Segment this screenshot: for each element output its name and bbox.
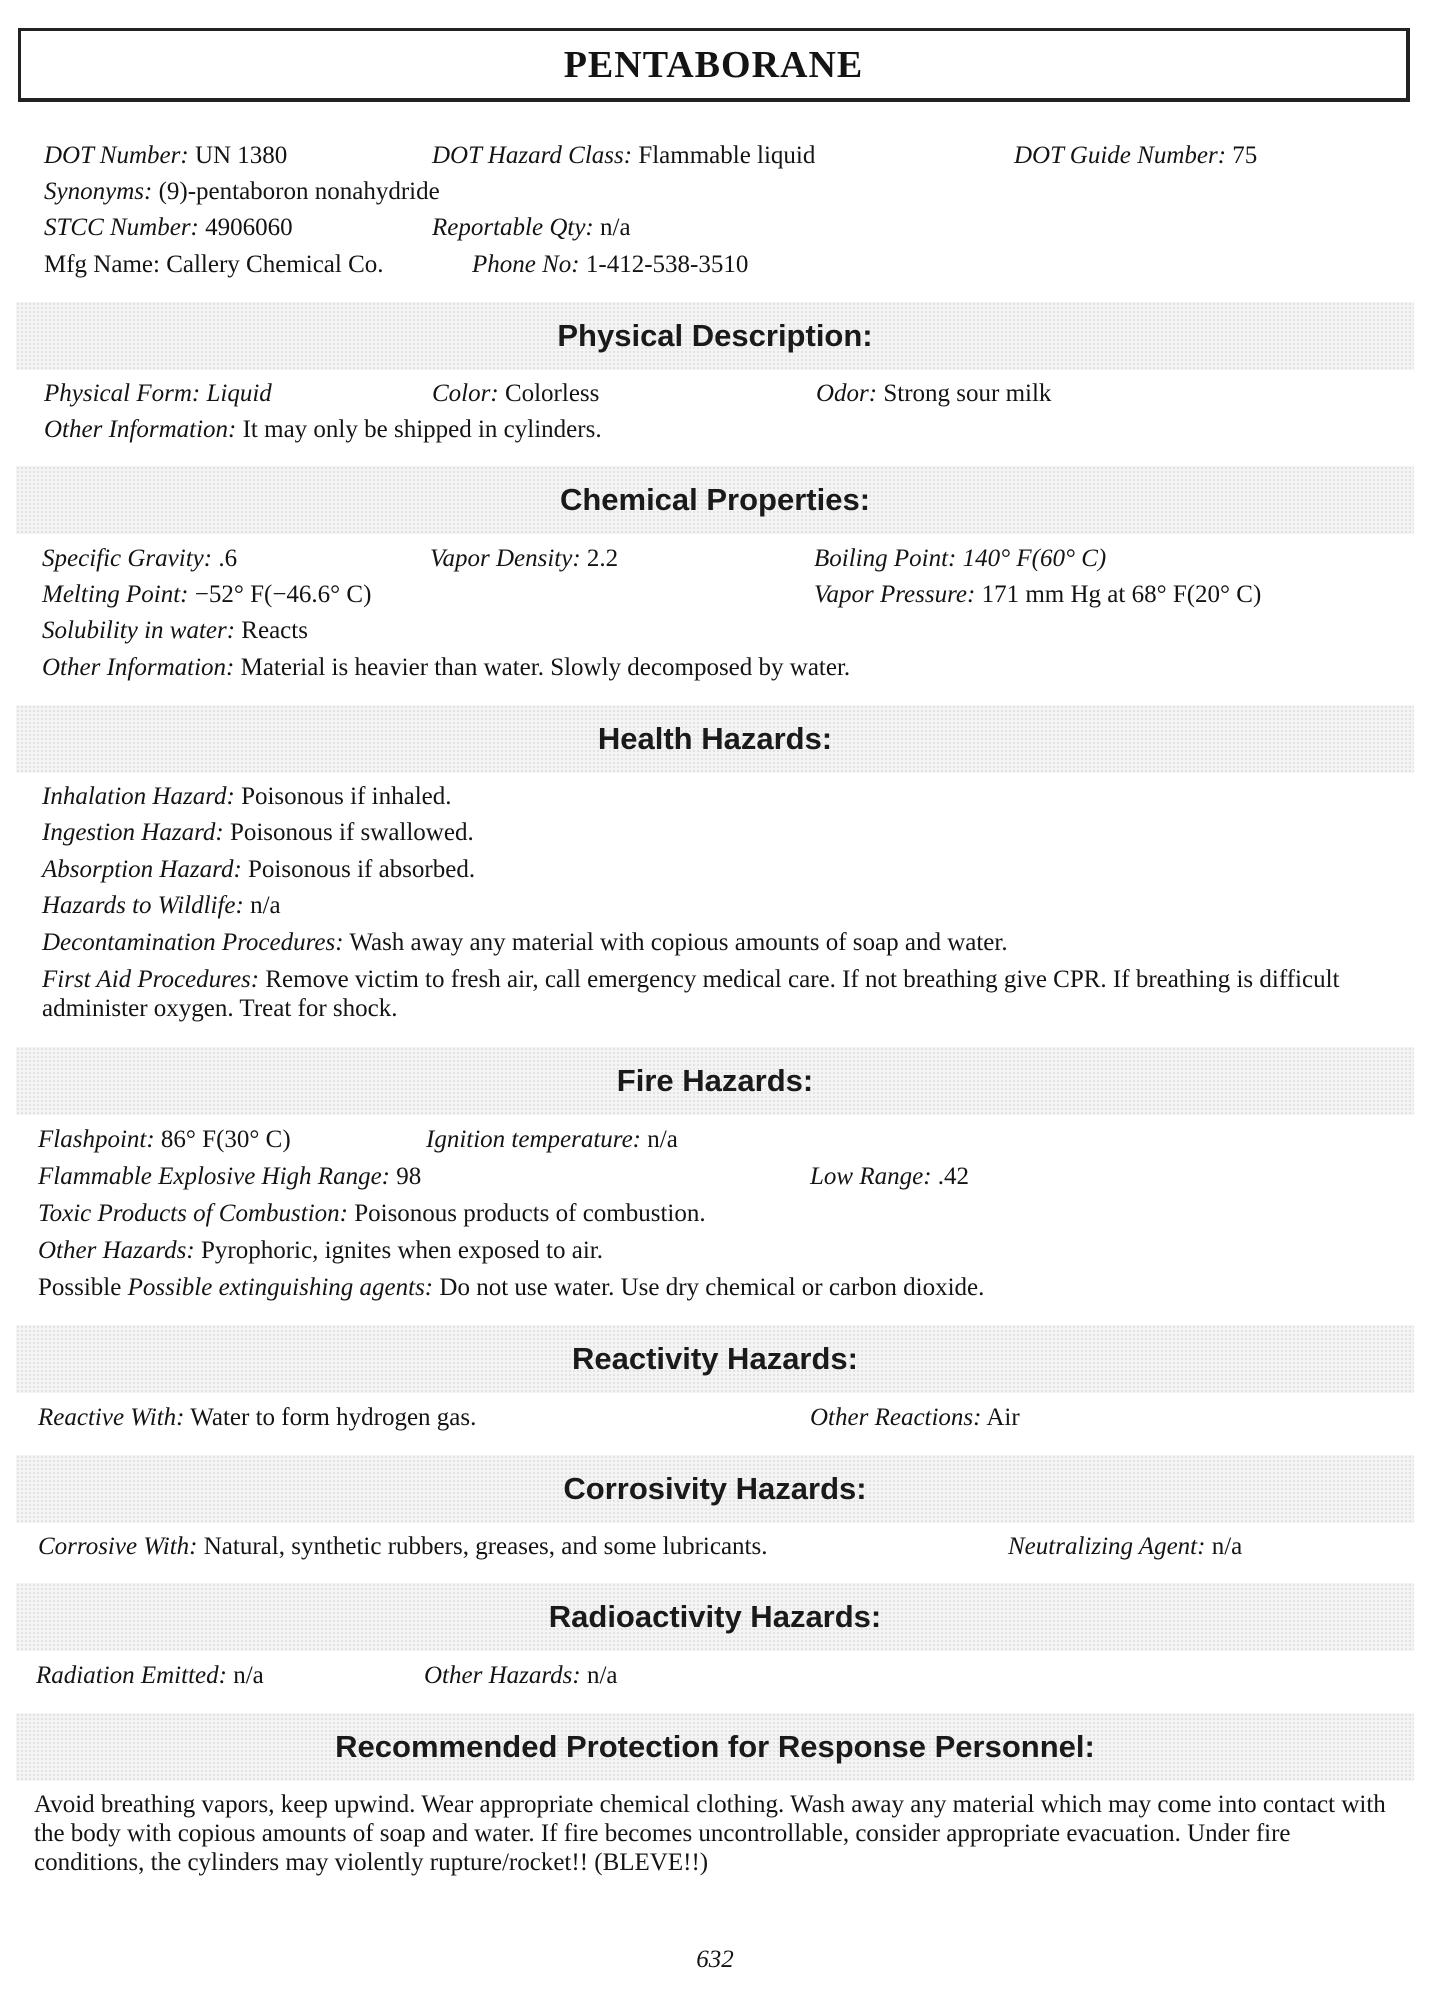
- phone-field: [472, 250, 748, 280]
- chemical-properties-heading: Chemical Properties:: [559, 482, 871, 517]
- physical-description-band: [16, 302, 1414, 370]
- synonyms-field: [44, 177, 440, 207]
- dot-number-field: [44, 141, 287, 171]
- wildlife-label: Hazards to Wildlife:: [42, 892, 244, 919]
- dot-hazard-class-label: DOT Hazard Class:: [432, 142, 633, 169]
- low-range-value: .42: [937, 1163, 970, 1190]
- decontamination-value: Wash away any material with copious amounts of soap and water.: [349, 929, 1008, 956]
- synonyms-label: Synonyms:: [44, 178, 153, 205]
- corrosive-with-value: Natural, synthetic rubbers, greases, and some lubricants.: [203, 1533, 768, 1560]
- odor-field: [816, 379, 1051, 409]
- stcc-number-label: STCC Number:: [44, 214, 199, 241]
- inhalation-label: Inhalation Hazard:: [42, 783, 235, 810]
- high-range-label: Flammable Explosive High Range:: [38, 1163, 390, 1190]
- ingestion-value: Poisonous if swallowed.: [229, 819, 474, 846]
- first-aid-value: Remove victim to fresh air, call emergency medical care. If not breathing give CPR. If breathing is difficult administer oxygen. Treat for shock.: [42, 966, 1340, 1022]
- dot-guide-number-label: DOT Guide Number:: [1014, 142, 1227, 169]
- vapor-density-value: 2.2: [586, 545, 619, 572]
- flashpoint-value: 86° F(30° C): [160, 1126, 291, 1153]
- dot-hazard-class-value: Flammable liquid: [638, 142, 816, 169]
- physical-other-value: It may only be shipped in cylinders.: [242, 416, 602, 443]
- vapor-density-label: Vapor Density:: [430, 545, 581, 572]
- reactivity-hazards-heading: Reactivity Hazards:: [571, 1341, 858, 1376]
- decontamination-label: Decontamination Procedures:: [42, 929, 344, 956]
- radioactivity-hazards-band: [16, 1583, 1414, 1651]
- solubility-value: Reacts: [241, 617, 308, 644]
- flashpoint-field: [38, 1125, 291, 1155]
- stcc-number-value: 4906060: [205, 214, 293, 241]
- vapor-density-field: [430, 544, 618, 574]
- neutralizing-agent-value: n/a: [1211, 1533, 1243, 1560]
- low-range-label: Low Range:: [810, 1163, 932, 1190]
- protection-band: [16, 1713, 1414, 1781]
- radiation-emitted-field: [36, 1661, 264, 1691]
- neutralizing-agent-field: [1008, 1532, 1242, 1562]
- fire-other-hazards-field: [38, 1236, 603, 1266]
- other-reactions-label: Other Reactions:: [810, 1404, 982, 1431]
- specific-gravity-value: .6: [218, 545, 238, 572]
- fire-other-hazards-label: Other Hazards:: [38, 1237, 195, 1264]
- odor-value: Strong sour milk: [883, 380, 1052, 407]
- first-aid-field: [42, 965, 1394, 1023]
- vapor-pressure-value: 171 mm Hg at 68° F(20° C): [981, 581, 1262, 608]
- high-range-field: [38, 1162, 421, 1192]
- toxic-products-value: Poisonous products of combustion.: [354, 1200, 706, 1227]
- color-value: Colorless: [504, 380, 600, 407]
- reportable-qty-label: Reportable Qty:: [432, 214, 594, 241]
- absorption-value: Poisonous if absorbed.: [248, 856, 476, 883]
- toxic-products-label: Toxic Products of Combustion:: [38, 1200, 348, 1227]
- color-field: [432, 379, 599, 409]
- inhalation-field: [42, 782, 452, 812]
- fire-hazards-heading: Fire Hazards:: [616, 1063, 814, 1098]
- physical-form-label: Physical Form: Liquid: [44, 380, 272, 407]
- ignition-value: n/a: [647, 1126, 678, 1153]
- extinguishing-label: Possible extinguishing agents:: [127, 1274, 434, 1301]
- solubility-field: [42, 616, 308, 646]
- phone-label: Phone No:: [472, 251, 580, 278]
- dot-guide-number-field: [1014, 141, 1257, 171]
- neutralizing-agent-label: Neutralizing Agent:: [1008, 1533, 1206, 1560]
- inhalation-value: Poisonous if inhaled.: [241, 783, 452, 810]
- physical-other-field: [44, 415, 602, 445]
- protection-heading: Recommended Protection for Response Personnel:: [335, 1729, 1095, 1764]
- specific-gravity-label: Specific Gravity:: [42, 545, 213, 572]
- absorption-field: [42, 855, 475, 885]
- reportable-qty-field: [432, 213, 631, 243]
- physical-form-field: [44, 379, 272, 409]
- title-box: [18, 28, 1410, 102]
- vapor-pressure-field: [814, 580, 1261, 610]
- reactive-with-field: [38, 1403, 476, 1433]
- page-number: 632: [696, 1946, 734, 1973]
- dot-guide-number-value: 75: [1232, 142, 1258, 169]
- radiation-other-hazards-value: n/a: [586, 1662, 618, 1689]
- phone-value: 1-412-538-3510: [585, 251, 749, 278]
- fire-other-hazards-value: Pyrophoric, ignites when exposed to air.: [200, 1237, 603, 1264]
- extinguishing-field: [38, 1273, 984, 1303]
- dot-hazard-class-field: [432, 141, 815, 171]
- chemical-other-value: Material is heavier than water. Slowly decomposed by water.: [240, 654, 851, 681]
- dot-number-value: UN 1380: [194, 142, 288, 169]
- corrosivity-hazards-heading: Corrosivity Hazards:: [563, 1471, 867, 1506]
- dot-number-label: DOT Number:: [44, 142, 189, 169]
- low-range-field: [810, 1162, 969, 1192]
- toxic-products-field: [38, 1199, 706, 1229]
- boiling-point-label: Boiling Point: 140° F(60° C): [814, 545, 1107, 572]
- radiation-emitted-value: n/a: [233, 1662, 264, 1689]
- melting-point-label: Melting Point:: [42, 581, 189, 608]
- stcc-number-field: [44, 213, 293, 243]
- absorption-label: Absorption Hazard:: [42, 856, 242, 883]
- extinguishing-value: Do not use water. Use dry chemical or carbon dioxide.: [439, 1274, 985, 1301]
- corrosive-with-field: [38, 1532, 767, 1562]
- high-range-value: 98: [396, 1163, 422, 1190]
- radiation-other-hazards-label: Other Hazards:: [424, 1662, 581, 1689]
- health-hazards-band: [16, 705, 1414, 773]
- chemical-properties-band: [16, 466, 1414, 534]
- color-label: Color:: [432, 380, 499, 407]
- physical-description-heading: Physical Description:: [557, 318, 873, 353]
- radiation-emitted-label: Radiation Emitted:: [36, 1662, 227, 1689]
- reactive-with-value: Water to form hydrogen gas.: [190, 1404, 477, 1431]
- wildlife-field: [42, 891, 281, 921]
- wildlife-value: n/a: [250, 892, 281, 919]
- decontamination-field: [42, 928, 1008, 958]
- extinguishing-prefix: Possible: [38, 1274, 122, 1301]
- ignition-field: [426, 1125, 678, 1155]
- mfg-name-value: Mfg Name: Callery Chemical Co.: [44, 251, 384, 278]
- other-reactions-value: Air: [986, 1404, 1020, 1431]
- ingestion-label: Ingestion Hazard:: [42, 819, 224, 846]
- corrosivity-hazards-band: [16, 1455, 1414, 1523]
- flashpoint-label: Flashpoint:: [38, 1126, 155, 1153]
- corrosive-with-label: Corrosive With:: [38, 1533, 198, 1560]
- reportable-qty-value: n/a: [600, 214, 631, 241]
- other-reactions-field: [810, 1403, 1020, 1433]
- vapor-pressure-label: Vapor Pressure:: [814, 581, 976, 608]
- boiling-point-field: [814, 544, 1106, 574]
- mfg-name-field: [44, 250, 384, 280]
- radiation-other-hazards-field: [424, 1661, 618, 1691]
- radioactivity-hazards-heading: Radioactivity Hazards:: [548, 1599, 882, 1634]
- melting-point-value: −52° F(−46.6° C): [194, 581, 372, 608]
- page-title: PENTABORANE: [563, 43, 864, 86]
- odor-label: Odor:: [816, 380, 878, 407]
- melting-point-field: [42, 580, 371, 610]
- physical-other-label: Other Information:: [44, 416, 237, 443]
- chemical-other-field: [42, 653, 850, 683]
- specific-gravity-field: [42, 544, 237, 574]
- ingestion-field: [42, 818, 474, 848]
- ignition-label: Ignition temperature:: [426, 1126, 642, 1153]
- protection-text: Avoid breathing vapors, keep upwind. Wear appropriate chemical clothing. Wash away any material which may come into contact with the body with copious amounts of soap and water. If fire becomes uncontrollable, consider appropriate evacuation. Under fire conditions, the cylinders may violently rupture/rocket!! (BLEVE!!): [34, 1791, 1386, 1876]
- chemical-other-label: Other Information:: [42, 654, 235, 681]
- solubility-label: Solubility in water:: [42, 617, 236, 644]
- synonyms-value: (9)-pentaboron nonahydride: [158, 178, 440, 205]
- first-aid-label: First Aid Procedures:: [42, 966, 260, 993]
- fire-hazards-band: [16, 1047, 1414, 1115]
- reactive-with-label: Reactive With:: [38, 1404, 185, 1431]
- health-hazards-heading: Health Hazards:: [597, 721, 833, 756]
- reactivity-hazards-band: [16, 1325, 1414, 1393]
